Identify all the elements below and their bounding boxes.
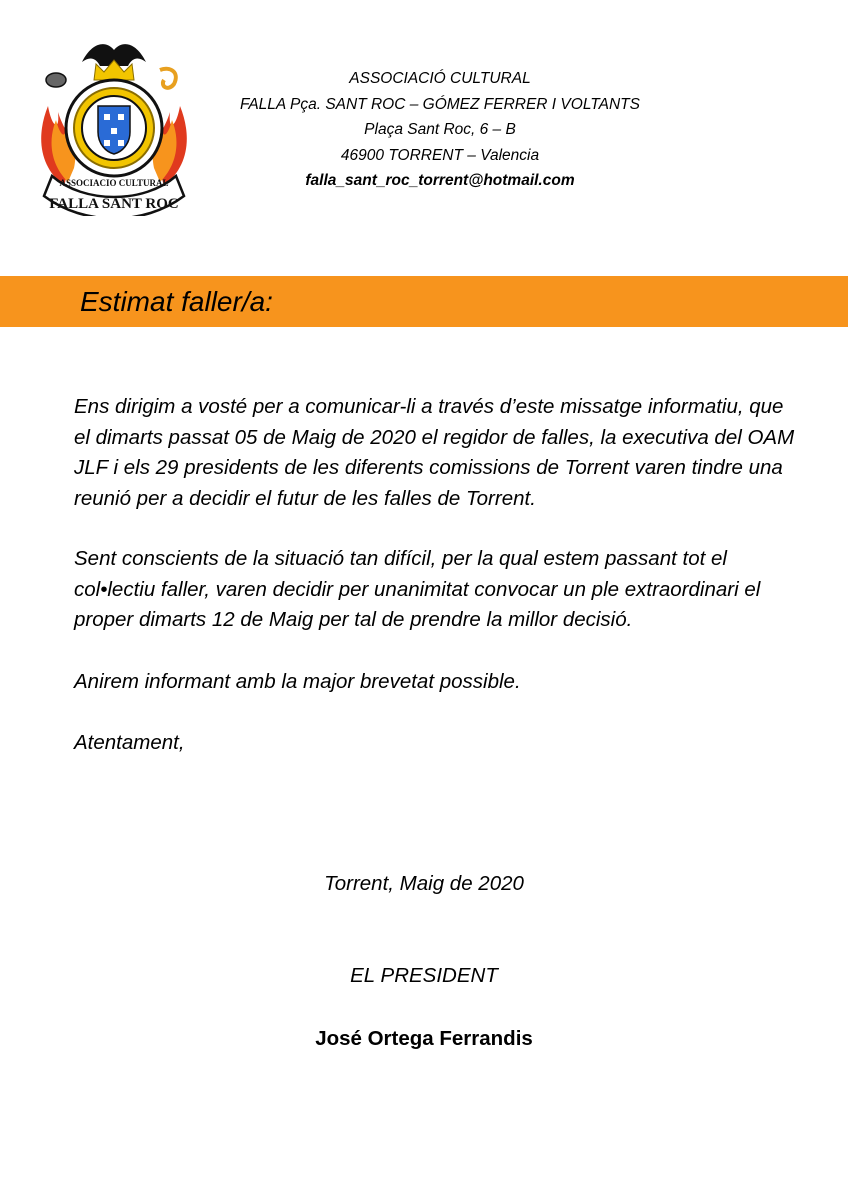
letter-date: Torrent, Maig de 2020 xyxy=(324,872,524,895)
letter-body xyxy=(74,392,804,759)
header-street: Plaça Sant Roc, 6 – B xyxy=(364,121,516,138)
signer-role: EL PRESIDENT xyxy=(350,964,498,987)
header-falla-name: FALLA Pça. SANT ROC – GÓMEZ FERRER I VOLTANTS xyxy=(240,95,640,113)
signer-name: José Ortega Ferrandis xyxy=(315,1027,533,1050)
greeting: Estimat faller/a: xyxy=(80,286,273,317)
logo-banner-text: FALLA SANT ROC xyxy=(49,196,179,212)
letterhead-address xyxy=(220,66,660,194)
header-city: 46900 TORRENT – Valencia xyxy=(340,146,540,164)
paragraph-1: Ens dirigim a vosté per a comunicar-li a través d’este missatge informatiu, que el dimarts passat 05 de Maig de 2020 el regidor de falles, la executiva del OAM JLF i els 29 presidents de les diferents comissions de Torrent varen tindre una reunió per a decidir el futur de les falles de Torrent. xyxy=(74,395,795,510)
falla-sant-roc-logo xyxy=(34,36,194,216)
header-association: ASSOCIACIÓ CULTURAL xyxy=(349,70,531,87)
logo-ring-text: ASSOCIACIO CULTURAL xyxy=(59,178,169,188)
paragraph-4: Atentament, xyxy=(74,731,185,754)
header-email: falla_sant_roc_torrent@hotmail.com xyxy=(305,172,575,189)
paragraph-2: Sent conscients de la situació tan difícil, per la qual estem passant tot el col•lectiu faller, varen decidir per unanimitat convocar un ple extraordinari el proper dimarts 12 de Maig per tal de prendre la millor decisió. xyxy=(74,547,761,631)
greeting-band xyxy=(0,276,848,327)
paragraph-3: Anirem informant amb la major brevetat possible. xyxy=(74,669,521,693)
